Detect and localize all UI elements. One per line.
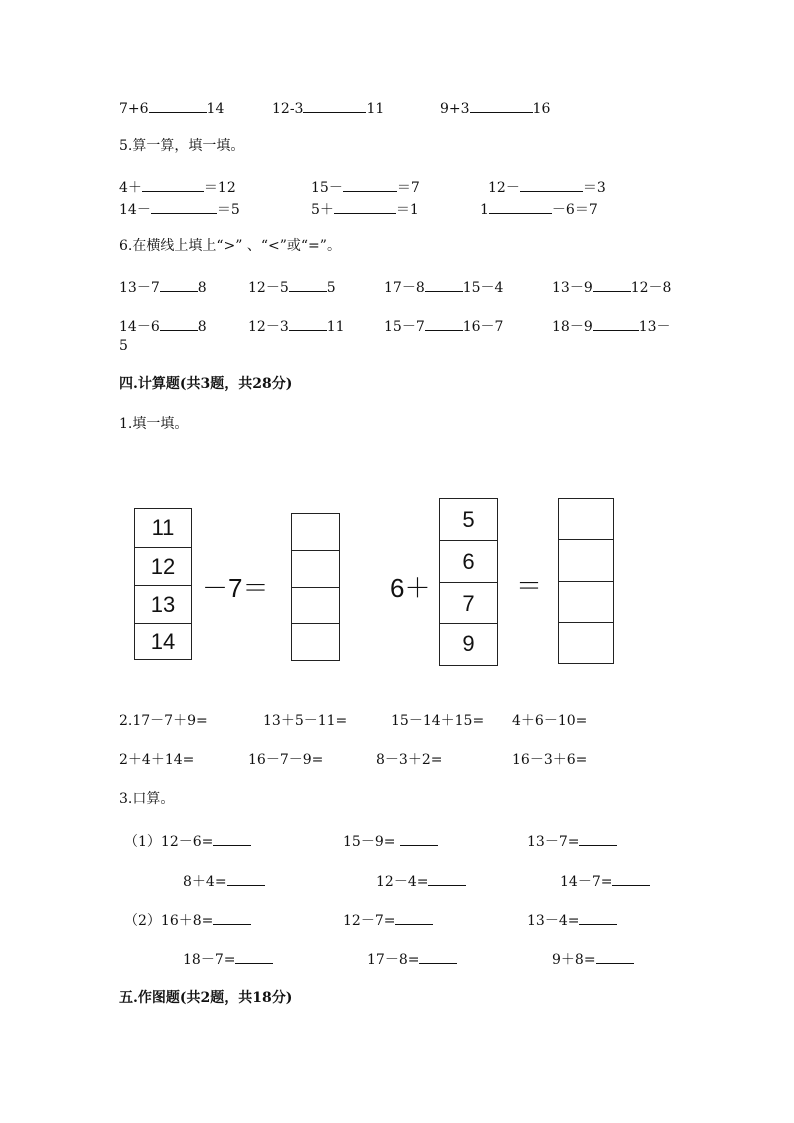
q6-wrap-text: 5 bbox=[119, 338, 128, 354]
expr: 13－7= bbox=[527, 834, 580, 850]
expr: 11 bbox=[366, 101, 385, 117]
s4-q3-item bbox=[183, 871, 265, 891]
q6-r1-item-2 bbox=[248, 277, 336, 297]
expr: 15－4 bbox=[462, 280, 504, 296]
s4-q2-item: 4＋6－10= bbox=[512, 713, 588, 729]
answer-blank[interactable] bbox=[400, 831, 438, 846]
middle-cell: 5 bbox=[462, 507, 475, 532]
expr: 18－7= bbox=[183, 952, 236, 968]
q6-title: 6.在横线上填上“>” 、“<”或“=”。 bbox=[119, 238, 341, 254]
answer-blank[interactable] bbox=[425, 316, 463, 331]
s4-q3-item bbox=[552, 949, 634, 969]
answer-blank[interactable] bbox=[213, 831, 251, 846]
q5-r2-item-3 bbox=[480, 199, 598, 219]
left-number-column bbox=[134, 508, 192, 660]
expr: 13－7 bbox=[119, 280, 160, 296]
expr: 13－9 bbox=[552, 280, 593, 296]
expr: 12－ bbox=[488, 180, 520, 196]
answer-blank[interactable] bbox=[419, 949, 457, 964]
answer-blank[interactable] bbox=[579, 831, 617, 846]
answer-blank[interactable] bbox=[425, 277, 463, 292]
top-row-equation-3 bbox=[440, 98, 550, 118]
answer-blank[interactable] bbox=[160, 277, 198, 292]
answer-blank[interactable] bbox=[151, 199, 217, 214]
q6-r2-item-1 bbox=[119, 316, 207, 336]
expr: 14 bbox=[206, 101, 225, 117]
expr: 12－8 bbox=[630, 280, 672, 296]
answer-cell[interactable] bbox=[292, 587, 339, 623]
expr: 9＋8= bbox=[552, 952, 596, 968]
answer-blank[interactable] bbox=[289, 316, 327, 331]
answer-blank[interactable] bbox=[149, 98, 207, 113]
expr: （2）16＋8= bbox=[124, 913, 214, 929]
expr: 8＋4= bbox=[183, 874, 227, 890]
s4-q2-item: 8－3＋2= bbox=[376, 752, 443, 768]
expr: 13－ bbox=[638, 319, 671, 335]
answer-blank[interactable] bbox=[303, 98, 366, 113]
expr: 13－4= bbox=[527, 913, 580, 929]
answer-blank[interactable] bbox=[593, 316, 639, 331]
expr: 16 bbox=[532, 101, 551, 117]
s4-q2-item: 16－7－9= bbox=[248, 752, 324, 768]
answer-cell[interactable] bbox=[292, 623, 339, 658]
middle-cell: 7 bbox=[440, 582, 497, 623]
answer-blank[interactable] bbox=[235, 949, 273, 964]
expr: 7+6 bbox=[119, 101, 149, 117]
answer-cell[interactable] bbox=[292, 550, 339, 587]
q6-r1-item-1 bbox=[119, 277, 207, 297]
answer-blank[interactable] bbox=[343, 177, 397, 192]
q5-r2-item-2 bbox=[311, 199, 419, 219]
answer-blank[interactable] bbox=[142, 177, 204, 192]
answer-blank[interactable] bbox=[612, 871, 650, 886]
q6-r2-item-3 bbox=[384, 316, 503, 336]
q6-r2-item-2 bbox=[248, 316, 345, 336]
q6-r1-item-4 bbox=[552, 277, 671, 297]
answer-blank[interactable] bbox=[489, 199, 552, 214]
s4-q2-item: 15－14＋15= bbox=[391, 713, 485, 729]
s4-q3-item bbox=[376, 871, 466, 891]
middle-cell: 9 bbox=[440, 623, 497, 663]
expr: （1）12－6= bbox=[124, 834, 214, 850]
expr: 8 bbox=[197, 319, 207, 335]
six-plus: 6＋ bbox=[390, 573, 431, 603]
expr: 9+3 bbox=[440, 101, 470, 117]
answer-blank[interactable] bbox=[160, 316, 198, 331]
top-row-equation-1 bbox=[119, 98, 224, 118]
expr: 5＋ bbox=[311, 202, 334, 218]
s4-q3-item bbox=[527, 910, 617, 930]
section-4-title: 四.计算题(共3题，共28分) bbox=[119, 376, 293, 392]
q5-r2-item-1 bbox=[119, 199, 240, 219]
expr: ＝1 bbox=[395, 202, 419, 218]
expr: 11 bbox=[326, 319, 345, 335]
expr: 16－7 bbox=[462, 319, 504, 335]
s4-q3-item bbox=[367, 949, 457, 969]
q5-r1-item-2 bbox=[311, 177, 420, 197]
top-row-equation-2 bbox=[272, 98, 384, 118]
expr: 18－9 bbox=[552, 319, 593, 335]
answer-column-1 bbox=[291, 513, 340, 661]
expr: 8 bbox=[197, 280, 207, 296]
s4-q3-item bbox=[343, 831, 438, 851]
left-cell: 12 bbox=[135, 547, 191, 585]
expr: 15－ bbox=[311, 180, 343, 196]
expr: 17－8= bbox=[367, 952, 420, 968]
s4-q3-item bbox=[560, 871, 650, 891]
expr: 5 bbox=[326, 280, 336, 296]
expr: ＝3 bbox=[582, 180, 606, 196]
answer-blank[interactable] bbox=[213, 910, 251, 925]
answer-blank[interactable] bbox=[579, 910, 617, 925]
q5-r1-item-1 bbox=[119, 177, 236, 197]
section-5-title: 五.作图题(共2题，共18分) bbox=[119, 990, 293, 1006]
answer-cell[interactable] bbox=[559, 539, 613, 581]
s4-q2-item: 2.17－7＋9= bbox=[119, 713, 208, 729]
expr: 14－ bbox=[119, 202, 151, 218]
s4-q2-item: 2＋4＋14= bbox=[119, 752, 195, 768]
expr: 4＋ bbox=[119, 180, 142, 196]
s4-q2-item: 13＋5－11= bbox=[263, 713, 348, 729]
answer-blank[interactable] bbox=[520, 177, 583, 192]
s4-q3-item bbox=[124, 831, 251, 851]
expr: 1 bbox=[480, 202, 489, 218]
answer-blank[interactable] bbox=[334, 199, 396, 214]
equals-sign: ＝ bbox=[516, 571, 543, 601]
expr: 12-3 bbox=[272, 101, 304, 117]
expr: ＝12 bbox=[203, 180, 236, 196]
expr: ＝7 bbox=[396, 180, 420, 196]
q6-r1-item-3 bbox=[384, 277, 503, 297]
s4-q3-item bbox=[183, 949, 273, 969]
answer-blank[interactable] bbox=[289, 277, 327, 292]
answer-cell[interactable] bbox=[559, 581, 613, 622]
expr: 15－7 bbox=[384, 319, 425, 335]
answer-blank[interactable] bbox=[428, 871, 466, 886]
expr: －6＝7 bbox=[551, 202, 598, 218]
s4-q3-item bbox=[527, 831, 617, 851]
q5-r1-item-3 bbox=[488, 177, 606, 197]
expr: ＝5 bbox=[216, 202, 240, 218]
s4-q3-item bbox=[124, 910, 251, 930]
s4-q3-title: 3.口算。 bbox=[119, 791, 175, 807]
s4-q3-item bbox=[343, 910, 433, 930]
middle-number-column bbox=[439, 498, 498, 666]
left-cell: 11 bbox=[151, 515, 175, 540]
answer-cell[interactable] bbox=[559, 499, 613, 539]
expr: 15－9= bbox=[343, 834, 400, 850]
expr: 14－7= bbox=[560, 874, 613, 890]
s4-q1-title: 1.填一填。 bbox=[119, 416, 189, 432]
answer-cell[interactable] bbox=[559, 622, 613, 661]
expr: 12－4= bbox=[376, 874, 429, 890]
q6-r2-item-4 bbox=[552, 316, 671, 336]
middle-cell: 6 bbox=[440, 540, 497, 582]
expr: 12－3 bbox=[248, 319, 289, 335]
expr: 14－6 bbox=[119, 319, 160, 335]
minus-seven-equals: －7＝ bbox=[202, 573, 269, 603]
left-cell: 13 bbox=[135, 585, 191, 623]
answer-blank[interactable] bbox=[395, 910, 433, 925]
s4-q2-item: 16－3＋6= bbox=[512, 752, 588, 768]
answer-cell[interactable] bbox=[292, 514, 339, 550]
expr: 12－7= bbox=[343, 913, 396, 929]
expr: 17－8 bbox=[384, 280, 425, 296]
answer-blank[interactable] bbox=[593, 277, 631, 292]
expr: 12－5 bbox=[248, 280, 289, 296]
q5-title: 5.算一算，填一填。 bbox=[119, 138, 245, 154]
answer-blank[interactable] bbox=[470, 98, 533, 113]
left-cell: 14 bbox=[135, 623, 191, 659]
answer-column-2 bbox=[558, 498, 614, 664]
answer-blank[interactable] bbox=[227, 871, 265, 886]
answer-blank[interactable] bbox=[596, 949, 634, 964]
